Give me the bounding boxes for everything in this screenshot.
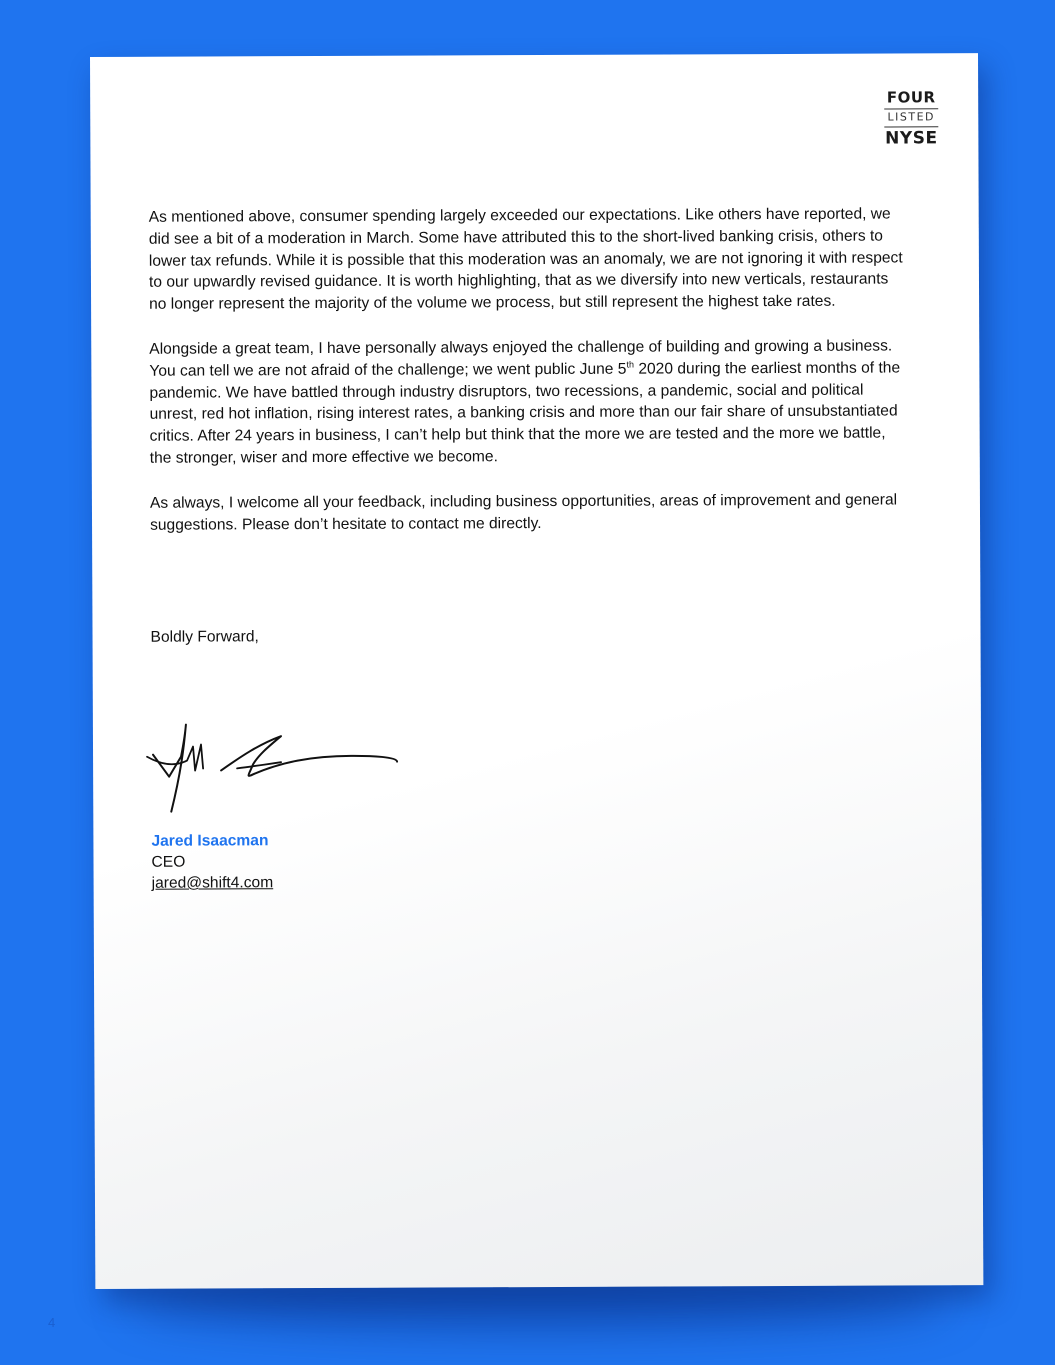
page-number: 4 (48, 1315, 56, 1330)
closing-line: Boldly Forward, (150, 628, 259, 646)
logo-four: FOUR (884, 88, 938, 109)
signer-title: CEO (151, 853, 186, 871)
paragraph-consumer-spending: As mentioned above, consumer spending largely exceeded our expectations. Like others have reported, we did see a bit of a moderation in March. Some have attributed this to the short-lived banking crisis, others to lower tax refunds. While it is possible that this moderation was an anomaly, we are not ignoring it with respect to our upwardly revised guidance. It is worth highlighting, that as we diversify into new verticals, restaurants no longer represent the majority of the volume we process, but still represent the highest take rates. (148, 205, 903, 313)
paragraph-2-before: Alongside a great team, I have personally always enjoyed the challenge of building and growing a business. You can tell we are not afraid of the challenge; we went public June 5 (149, 337, 893, 380)
signer-name: Jared Isaacman (151, 832, 269, 850)
letter-body (149, 203, 911, 559)
logo-nyse: NYSE (885, 128, 938, 149)
ordinal-suffix: th (626, 359, 634, 370)
paragraph-feedback: As always, I welcome all your feedback, including business opportunities, areas of improvement and general suggestions. Please don’t hesitate to contact me directly. (149, 491, 898, 534)
four-listed-nyse-logo (884, 88, 938, 149)
signer-email-link[interactable]: jared@shift4.com (151, 874, 274, 892)
signer-block (151, 830, 273, 894)
logo-listed: LISTED (884, 109, 938, 127)
paragraph-growing-business (149, 335, 910, 469)
handwritten-signature (141, 716, 411, 817)
letter-page (90, 53, 983, 1289)
paragraph-2-after: 2020 during the earliest months of the pandemic. We have battled through industry disruptors, two recessions, a pandemic, social and political unrest, red hot inflation, rising interest rates, a banking crisis and more than our fair share of unsubstantiated critics. After 24 years in business, I can’t help but think that the more we are tested and the more we battle, the stronger, wiser and more effective we become. (149, 359, 901, 467)
